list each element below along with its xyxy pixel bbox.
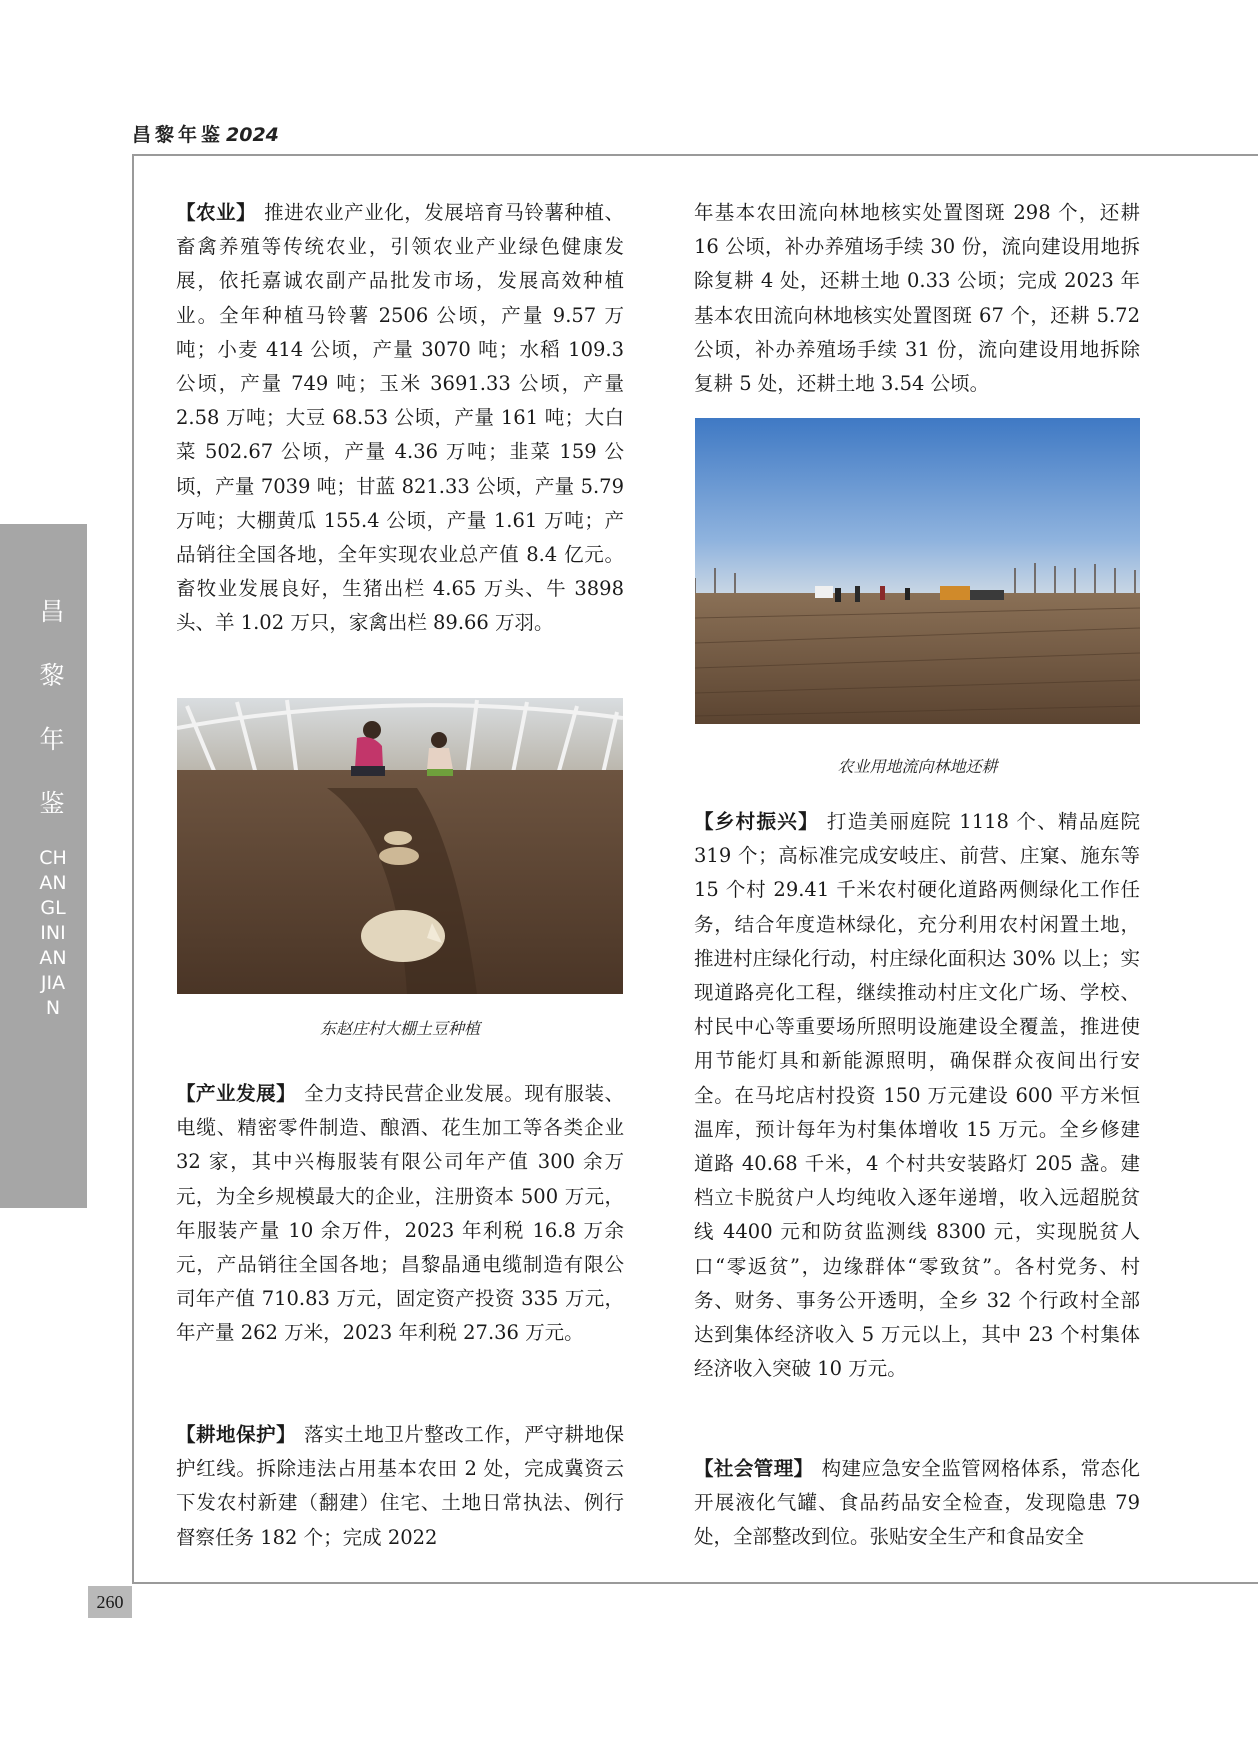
side-char-2: 黎 (39, 661, 65, 690)
social-tag: 【社会管理】 (694, 1457, 814, 1480)
farmland-cont-paragraph: 年基本农田流向林地核实处置图斑 298 个，还耕 16 公顷，补办养殖场手续 30 份，流向建设用地拆除复耕 4 处，还耕土地 0.33 公顷；完成 2023 年基本农田流向林地核实处置图斑 67 个，还耕 5.72 公顷，补办养殖场手续 31 份，流向建设用地拆除复耕 5 处，还耕土地 3.54 公顷。 (694, 201, 1140, 396)
header-year: 2024 (226, 124, 279, 146)
side-char-1: 昌 (39, 597, 65, 626)
farmland-text: 落实土地卫片整改工作，严守耕地保护红线。拆除违法占用基本农田 2 处，完成冀资云下发农村新建（翻建）住宅、土地日常执法、例行督察任务 182 个；完成 2022 (176, 1423, 624, 1549)
header-name: 昌黎年鉴 (132, 124, 225, 146)
header-title (132, 120, 279, 147)
page-number: 260 (88, 1586, 132, 1618)
section-rural (694, 805, 1140, 1386)
field-restoration-illustration (695, 418, 1140, 724)
section-social (694, 1452, 1140, 1555)
industry-tag: 【产业发展】 (176, 1082, 297, 1105)
social-text: 构建应急安全监管网格体系，常态化开展液化气罐、食品药品安全检查，发现隐患 79 处，全部整改到位。张贴安全生产和食品安全 (694, 1457, 1140, 1549)
farmland-tag: 【耕地保护】 (176, 1423, 297, 1446)
caption-field-restoration: 农业用地流向林地还耕 (837, 757, 998, 776)
section-farmland-continued (694, 196, 1140, 401)
frame-left-rule (132, 154, 134, 1584)
rural-paragraph (694, 805, 1140, 1386)
potato-greenhouse-illustration (177, 698, 623, 994)
industry-paragraph (176, 1077, 624, 1351)
section-industry (176, 1077, 624, 1351)
photo-field-restoration (695, 418, 1140, 724)
agriculture-paragraph (176, 196, 624, 641)
industry-text: 全力支持民营企业发展。现有服装、电缆、精密零件制造、酿酒、花生加工等各类企业 32 家，其中兴梅服装有限公司年产值 300 余万元，为全乡规模最大的企业，注册资本 500 万元，年服装产量 10 余万件，2023 年利税 16.8 万余元，产品销往全国各地；昌黎晶通电缆制造有限公司年产值 710.83 万元，固定资产投资 335 万元，年产量 262 万米，2023 年利税 27.36 万元。 (176, 1082, 624, 1345)
caption-potato-greenhouse: 东赵庄村大棚土豆种植 (319, 1019, 480, 1038)
social-paragraph (694, 1452, 1140, 1555)
farmland-paragraph (176, 1418, 624, 1555)
rural-text: 打造美丽庭院 1118 个、精品庭院 319 个；高标准完成安岐庄、前营、庄窠、施东等 15 个村 29.41 千米农村硬化道路两侧绿化工作任务，结合年度造林绿化，充分利用农村闲置土地，推进村庄绿化行动，村庄绿化面积达 30% 以上；实现道路亮化工程，继续推动村庄文化广场、学校、村民中心等重要场所照明设施建设全覆盖，推进使用节能灯具和新能源照明，确保群众夜间出行安全。在马坨店村投资 150 万元建设 600 平方米恒温库，预计每年为村集体增收 15 万元。全乡修建道路 40.68 千米，4 个村共安装路灯 205 盏。建档立卡脱贫户人均纯收入逐年递增，收入远超脱贫线 4400 元和防贫监测线 8300 元，实现脱贫人口“零返贫”，边缘群体“零致贫”。各村党务、村务、财务、事务公开透明，全乡 32 个行政村全部达到集体经济收入 5 万元以上，其中 23 个村集体经济收入突破 10 万元。 (694, 810, 1140, 1381)
side-char-4: 鉴 (39, 789, 65, 818)
frame-bottom-rule (132, 1582, 1258, 1584)
rural-tag: 【乡村振兴】 (694, 810, 819, 833)
agriculture-text: 推进农业产业化，发展培育马铃薯种植、畜禽养殖等传统农业，引领农业产业绿色健康发展，依托嘉诚农副产品批发市场，发展高效种植业。全年种植马铃薯 2506 公顷，产量 9.57 万吨；小麦 414 公顷，产量 3070 吨；水稻 109.3 公顷，产量 749 吨；玉米 3691.33 公顷，产量 2.58 万吨；大豆 68.53 公顷，产量 161 吨；大白菜 502.67 公顷，产量 4.36 万吨；韭菜 159 公顷，产量 7039 吨；甘蓝 821.33 公顷，产量 5.79 万吨；大棚黄瓜 155.4 公顷，产量 1.61 万吨；产品销往全国各地，全年实现农业总产值 8.4 亿元。畜牧业发展良好，生猪出栏 4.65 万头、牛 3898 头、羊 1.02 万只，家禽出栏 89.66 万羽。 (176, 201, 624, 635)
side-english-title: CHANGLINIANJIAN (39, 847, 67, 1019)
photo-potato-greenhouse (177, 698, 623, 994)
section-agriculture (176, 196, 624, 641)
agriculture-tag: 【农业】 (176, 201, 257, 224)
frame-top-rule (132, 154, 1258, 156)
section-farmland (176, 1418, 624, 1555)
side-char-3: 年 (39, 725, 65, 754)
